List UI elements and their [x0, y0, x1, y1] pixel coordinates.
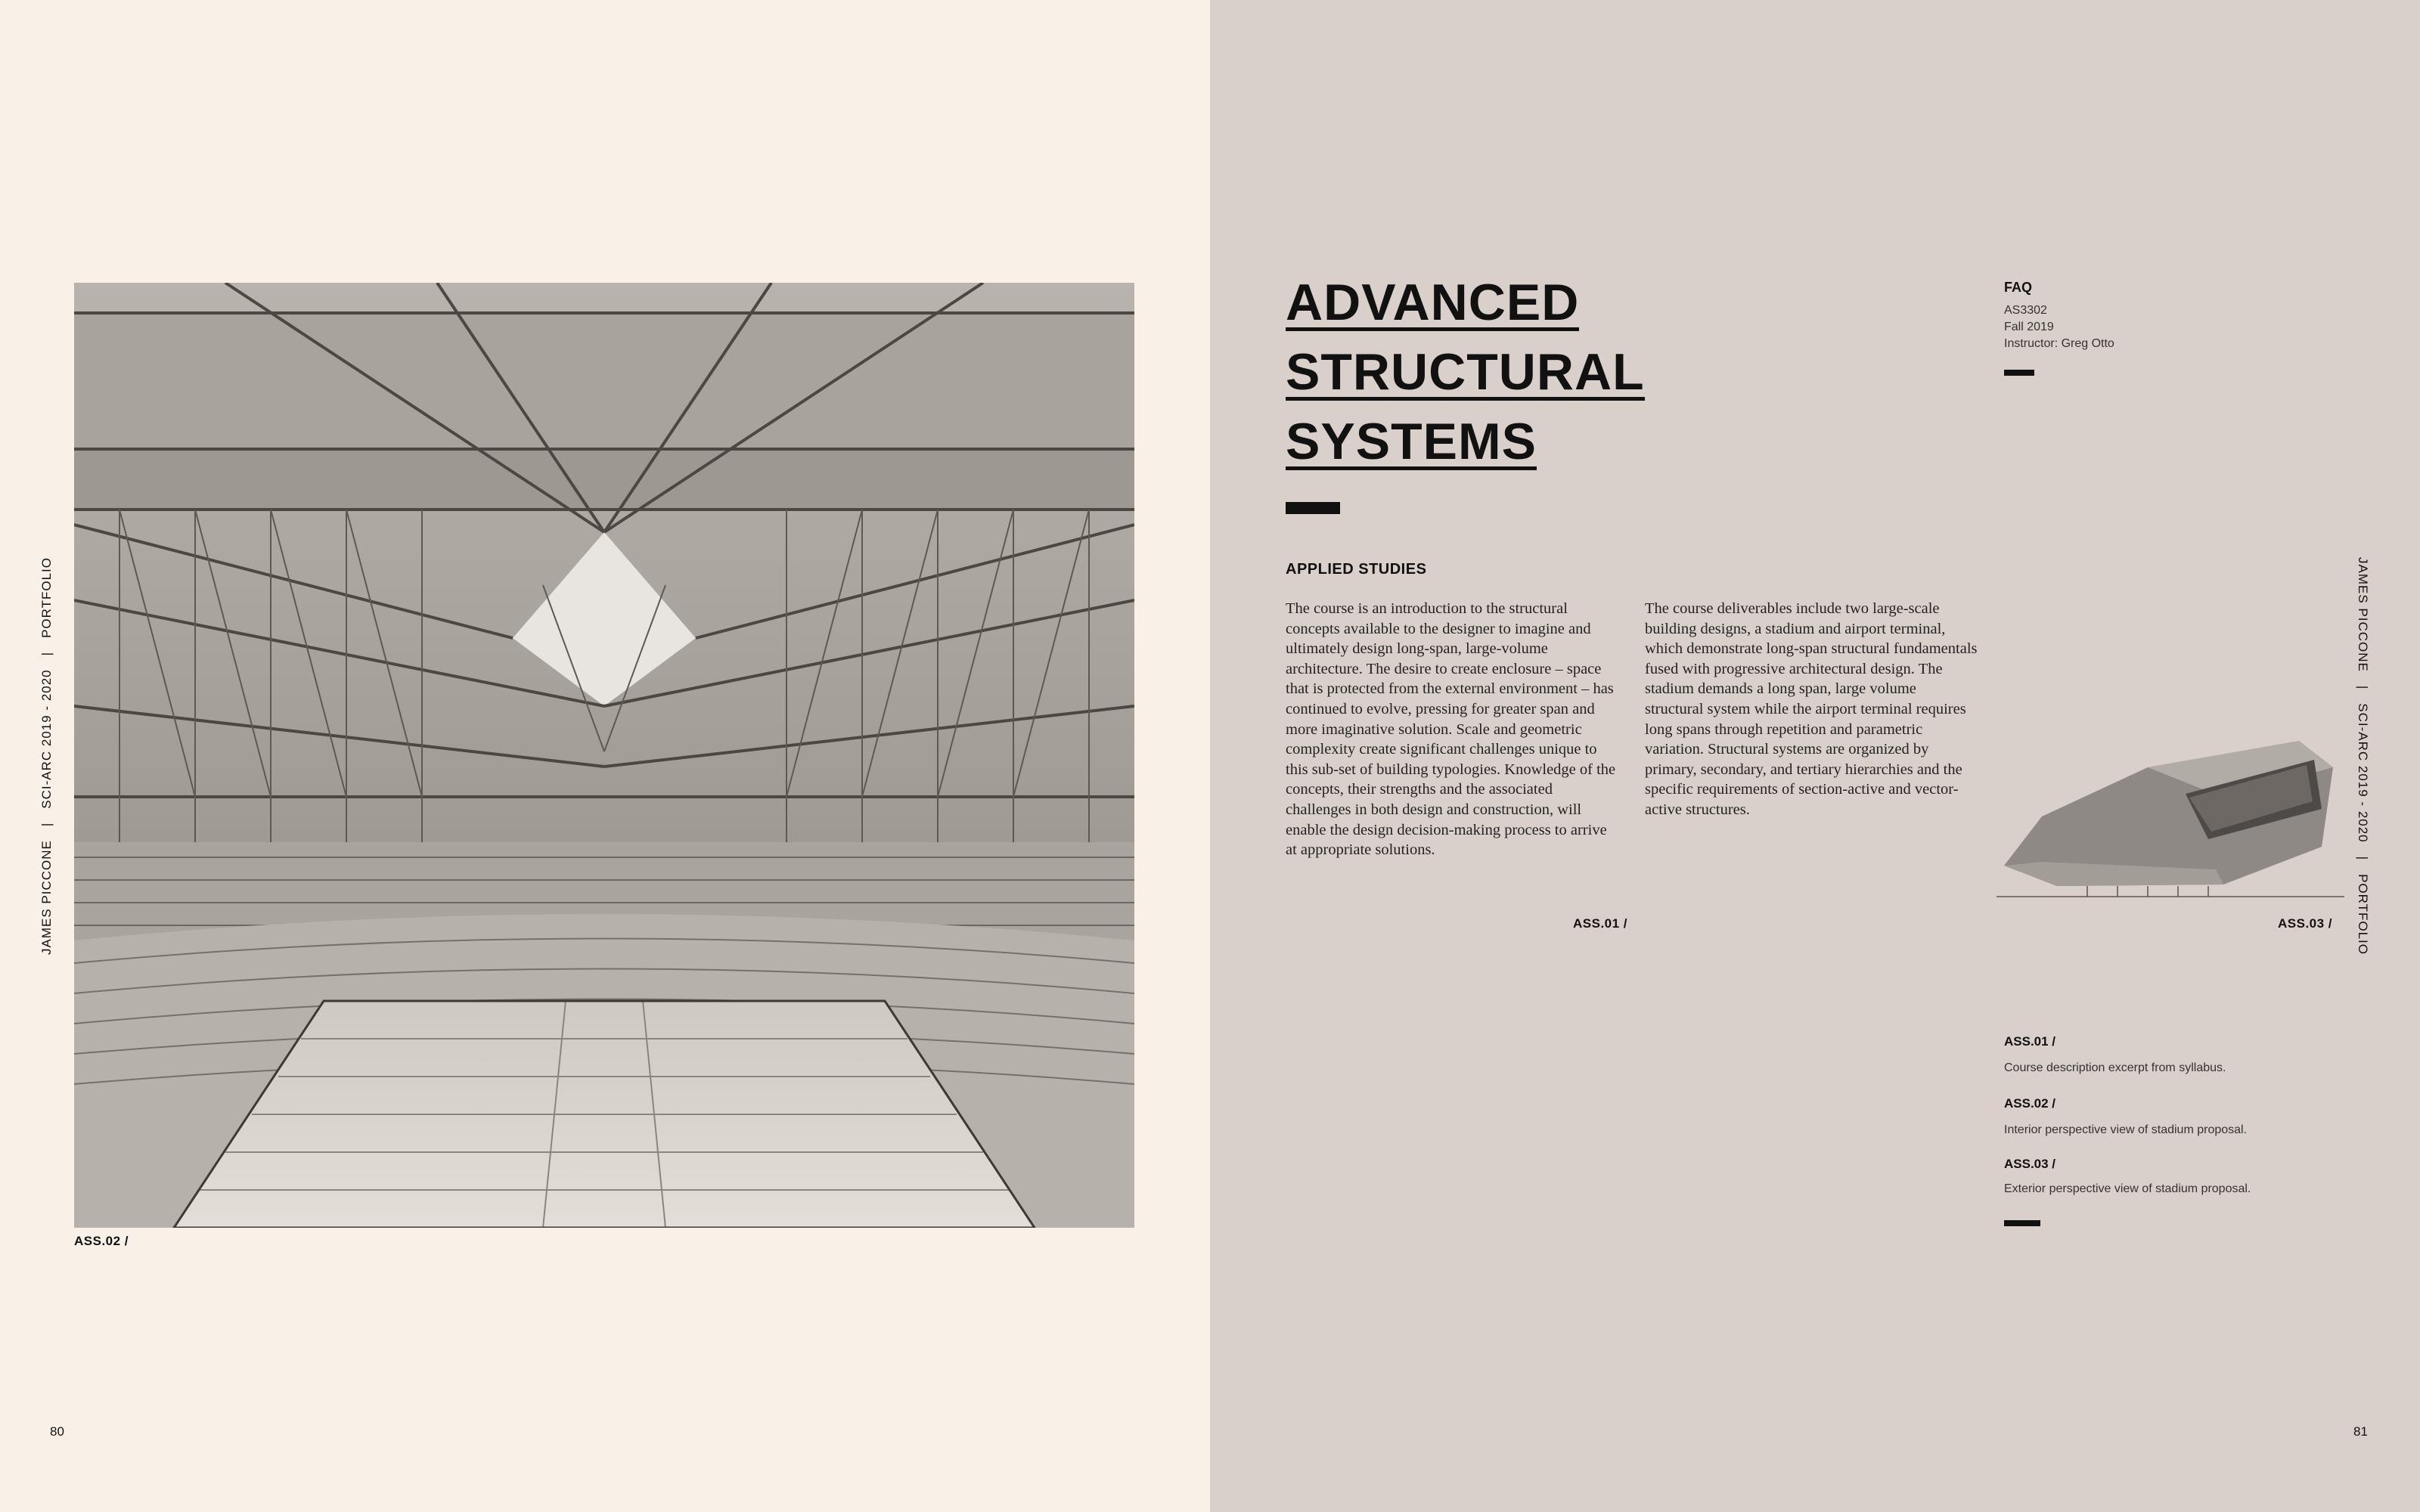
- page-number-left: 80: [50, 1424, 64, 1439]
- building-exterior-image: [1996, 726, 2344, 907]
- section-subheading: APPLIED STUDIES: [1286, 561, 1427, 578]
- right-vertical-header: JAMES PICCONE|SCI-ARC 2019 - 2020|PORTFOLIO: [2356, 556, 2370, 956]
- portfolio-label: PORTFOLIO: [39, 556, 54, 638]
- title-line-2: STRUCTURAL: [1286, 343, 1645, 401]
- note-label-3: ASS.03 /: [2004, 1157, 2056, 1171]
- body-column-1: The course is an introduction to the structural concepts available to the designer to imagine and ultimately design long-span, large-volume architecture. The desire to create enclosure – space that is protected from the external environment – has continued to evolve, pressing for greater span and more imaginative solution. Scale and geometric complexity create significant challenges unique to this sub-set of building typologies. Knowledge of the concepts, their strengths and the associated challenges in both design and construction, will enable the design decision-making process to arrive at appropriate solutions.: [1286, 600, 1616, 859]
- faq-heading: FAQ: [2004, 280, 2033, 295]
- text-caption: ASS.01 /: [1573, 916, 1628, 931]
- building-image-caption: ASS.03 /: [2278, 916, 2333, 931]
- page-title: [1286, 272, 1709, 481]
- portfolio-label: PORTFOLIO: [2356, 874, 2370, 956]
- author-name: JAMES PICCONE: [2356, 556, 2370, 672]
- page-number-right: 81: [2353, 1424, 2368, 1439]
- title-line-1: ADVANCED: [1286, 274, 1580, 331]
- faq-course-code: AS3302: [2004, 304, 2047, 317]
- note-label-2: ASS.02 /: [2004, 1096, 2056, 1111]
- body-column-2: The course deliverables include two large-scale building designs, a stadium and airport terminal, which demonstrate long-span structural fundamentals fused with progressive architectural design. The stadium demands a long span, large volume structural system while the airport terminal requires long spans through repetition and parametric variation. Structural systems are organized by primary, secondary, and tertiary hierarchies and the specific requirements of section-active and vector-active structures.: [1645, 600, 1978, 818]
- title-line-3: SYSTEMS: [1286, 413, 1537, 470]
- notes-accent-bar: [2004, 1220, 2040, 1226]
- school-year: SCI-ARC 2019 - 2020: [2356, 703, 2370, 843]
- note-label-1: ASS.01 /: [2004, 1034, 2056, 1049]
- left-vertical-header: JAMES PICCONE|SCI-ARC 2019 - 2020|PORTFOLIO: [39, 556, 54, 956]
- note-text-3: Exterior perspective view of stadium proposal.: [2004, 1182, 2251, 1195]
- school-year: SCI-ARC 2019 - 2020: [39, 669, 54, 809]
- stadium-interior-image: [74, 283, 1134, 1228]
- note-text-2: Interior perspective view of stadium proposal.: [2004, 1123, 2248, 1136]
- faq-accent-bar: [2004, 370, 2034, 376]
- faq-term: Fall 2019: [2004, 321, 2054, 333]
- title-accent-bar: [1286, 502, 1340, 514]
- author-name: JAMES PICCONE: [39, 840, 54, 956]
- stadium-image-caption: ASS.02 /: [74, 1234, 129, 1248]
- faq-instructor: Instructor: Greg Otto: [2004, 337, 2114, 350]
- note-text-1: Course description excerpt from syllabus.: [2004, 1061, 2226, 1074]
